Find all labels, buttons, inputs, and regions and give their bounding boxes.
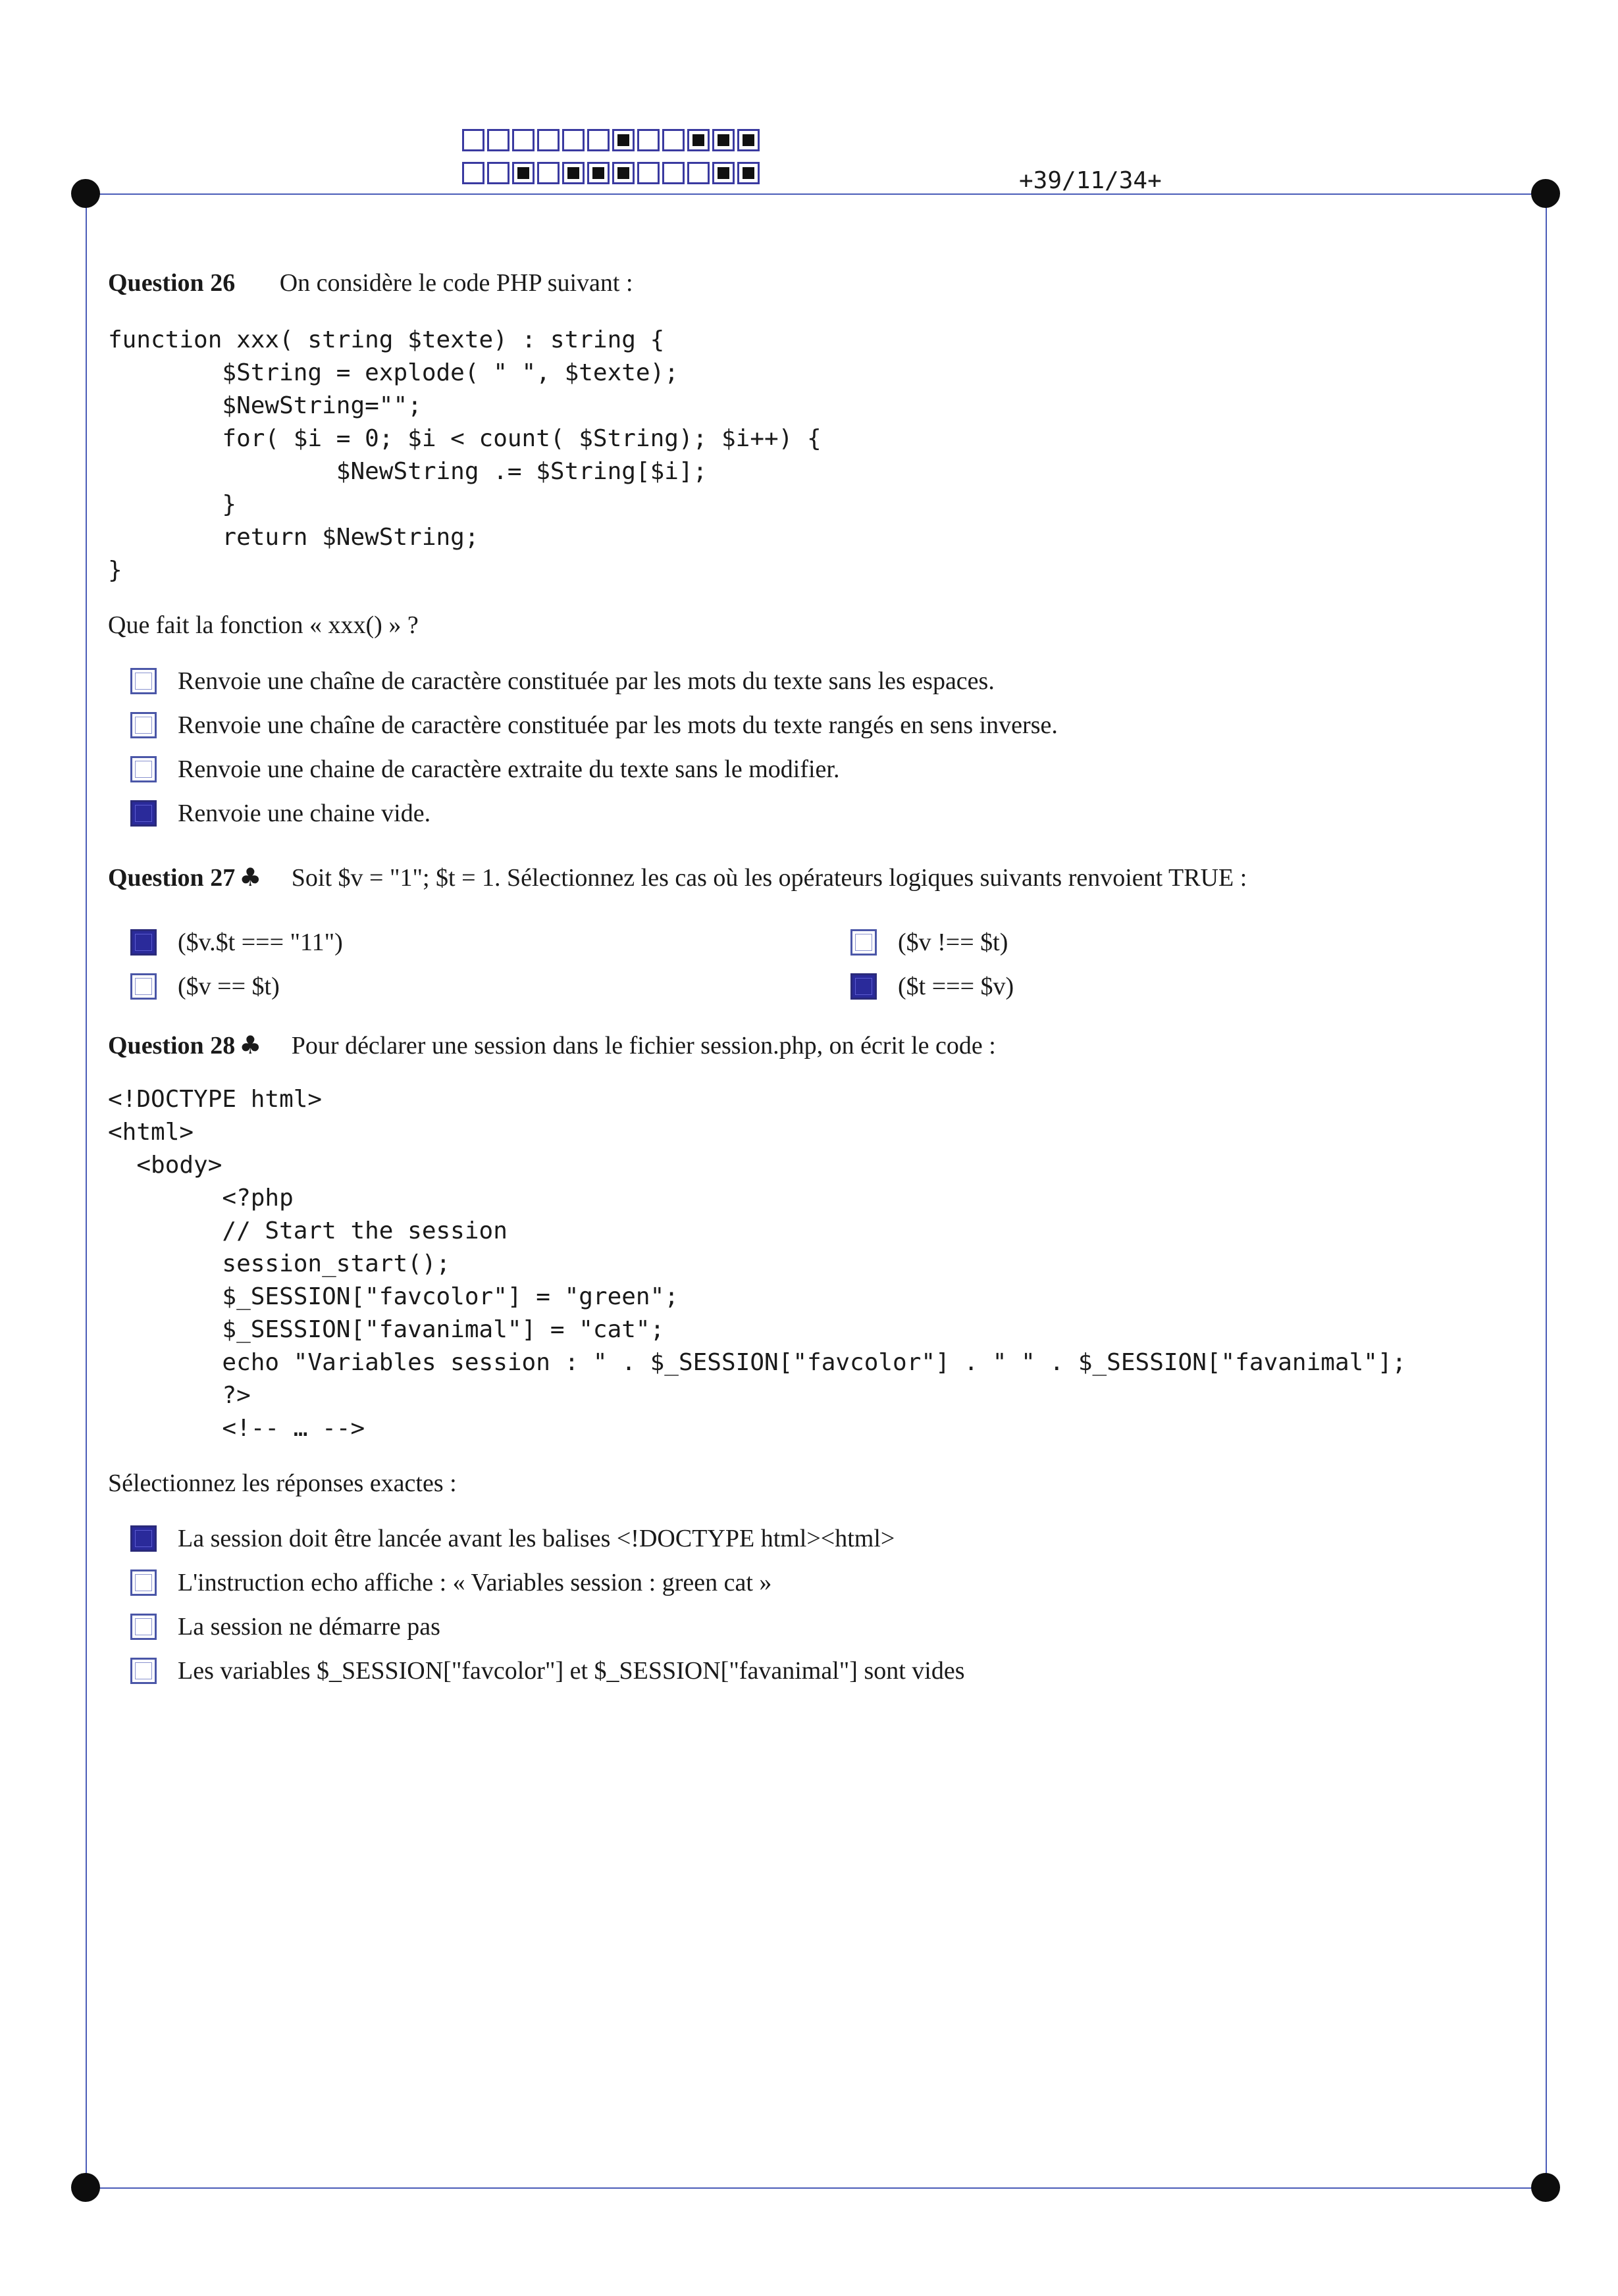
barcode-cell [562, 162, 585, 184]
option-label: ($v == $t) [178, 973, 280, 1000]
option-label: ($t === $v) [898, 973, 1014, 1000]
checkbox[interactable] [130, 756, 157, 782]
barcode-cell [637, 162, 660, 184]
checkbox[interactable] [130, 668, 157, 694]
barcode-cell [587, 129, 610, 151]
q26-question: Que fait la fonction « xxx() » ? [108, 611, 419, 639]
q27-heading [108, 863, 1247, 892]
q28-code-listing: <!DOCTYPE html> <html> <body> <?php // Start the session session_start(); $_SESSION["favcolor"] = "green"; $_SESSION["favanimal"] = "cat"; echo "Variables session : " . $_SESSION["favcolor"] . " " . $_SESSION["favanimal"]; ?> <!-- … --> [108, 1086, 1407, 1442]
corner-mark-bottom-right [1531, 2173, 1560, 2202]
checkbox[interactable] [850, 929, 877, 956]
frame-left-line [86, 193, 87, 2189]
barcode-cell [687, 162, 710, 184]
option-label: L'instruction echo affiche : « Variables session : green cat » [178, 1569, 772, 1596]
barcode-cell [712, 129, 735, 151]
option-label: Renvoie une chaîne de caractère constituée par les mots du texte rangés en sens inverse. [178, 711, 1058, 739]
q26-label: Question 26 [108, 269, 236, 297]
barcode-cell [687, 129, 710, 151]
club-icon: ♣ [239, 863, 262, 892]
q26-heading [108, 268, 633, 297]
barcode-cell [662, 129, 685, 151]
q28-question: Sélectionnez les réponses exactes : [108, 1469, 457, 1497]
option-label: Renvoie une chaine vide. [178, 800, 431, 827]
barcode-cell [487, 162, 509, 184]
barcode-cell [487, 129, 509, 151]
corner-mark-top-left [71, 179, 100, 208]
q28-label: Question 28 [108, 1032, 236, 1059]
option-label: Renvoie une chaine de caractère extraite du texte sans le modifier. [178, 755, 840, 783]
barcode-cell [712, 162, 735, 184]
corner-mark-top-right [1531, 179, 1560, 208]
barcode-cell [737, 162, 760, 184]
barcode-row-1 [462, 129, 762, 151]
q27-prompt: Soit $v = "1"; $t = 1. Sélectionnez les cas où les opérateurs logiques suivants renvoient TRUE : [291, 864, 1247, 892]
barcode-cell [537, 162, 560, 184]
barcode-cell [612, 162, 635, 184]
q26-code-listing: function xxx( string $texte) : string { $String = explode( " ", $texte); $NewString=""; for( $i = 0; $i < count( $String); $i++) { $NewString .= $String[$i]; } return $NewString; } [108, 326, 822, 584]
checkbox-checked[interactable] [850, 973, 877, 1000]
option-label: ($v.$t === "11") [178, 929, 343, 956]
checkbox[interactable] [130, 712, 157, 738]
q28-prompt: Pour déclarer une session dans le fichier session.php, on écrit le code : [291, 1032, 996, 1059]
checkbox[interactable] [130, 1658, 157, 1684]
barcode-cell [662, 162, 685, 184]
barcode-cell [562, 129, 585, 151]
checkbox-checked[interactable] [130, 800, 157, 827]
q28-heading [108, 1031, 996, 1060]
corner-mark-bottom-left [71, 2173, 100, 2202]
barcode-cell [512, 129, 535, 151]
barcode-row-2 [462, 162, 762, 184]
option-label: Renvoie une chaîne de caractère constituée par les mots du texte sans les espaces. [178, 667, 995, 695]
club-icon: ♣ [239, 1031, 262, 1059]
option-label: Les variables $_SESSION["favcolor"] et $_SESSION["favanimal"] sont vides [178, 1657, 965, 1685]
barcode-cell [737, 129, 760, 151]
page-id: +39/11/34+ [1019, 167, 1162, 194]
checkbox-checked[interactable] [130, 929, 157, 956]
barcode-cell [537, 129, 560, 151]
frame-top-line [86, 193, 1547, 195]
option-label: ($v !== $t) [898, 929, 1008, 956]
checkbox-checked[interactable] [130, 1525, 157, 1552]
barcode-cell [612, 129, 635, 151]
barcode-cell [462, 162, 484, 184]
checkbox[interactable] [130, 1569, 157, 1596]
q26-prompt: On considère le code PHP suivant : [279, 269, 633, 297]
barcode-cell [462, 129, 484, 151]
barcode-cell [587, 162, 610, 184]
frame-right-line [1546, 193, 1547, 2189]
checkbox[interactable] [130, 1614, 157, 1640]
frame-bottom-line [86, 2187, 1547, 2189]
option-label: La session doit être lancée avant les balises <!DOCTYPE html><html> [178, 1525, 895, 1552]
barcode-cell [637, 129, 660, 151]
q27-label: Question 27 [108, 864, 236, 892]
barcode-cell [512, 162, 535, 184]
option-label: La session ne démarre pas [178, 1613, 440, 1641]
checkbox[interactable] [130, 973, 157, 1000]
